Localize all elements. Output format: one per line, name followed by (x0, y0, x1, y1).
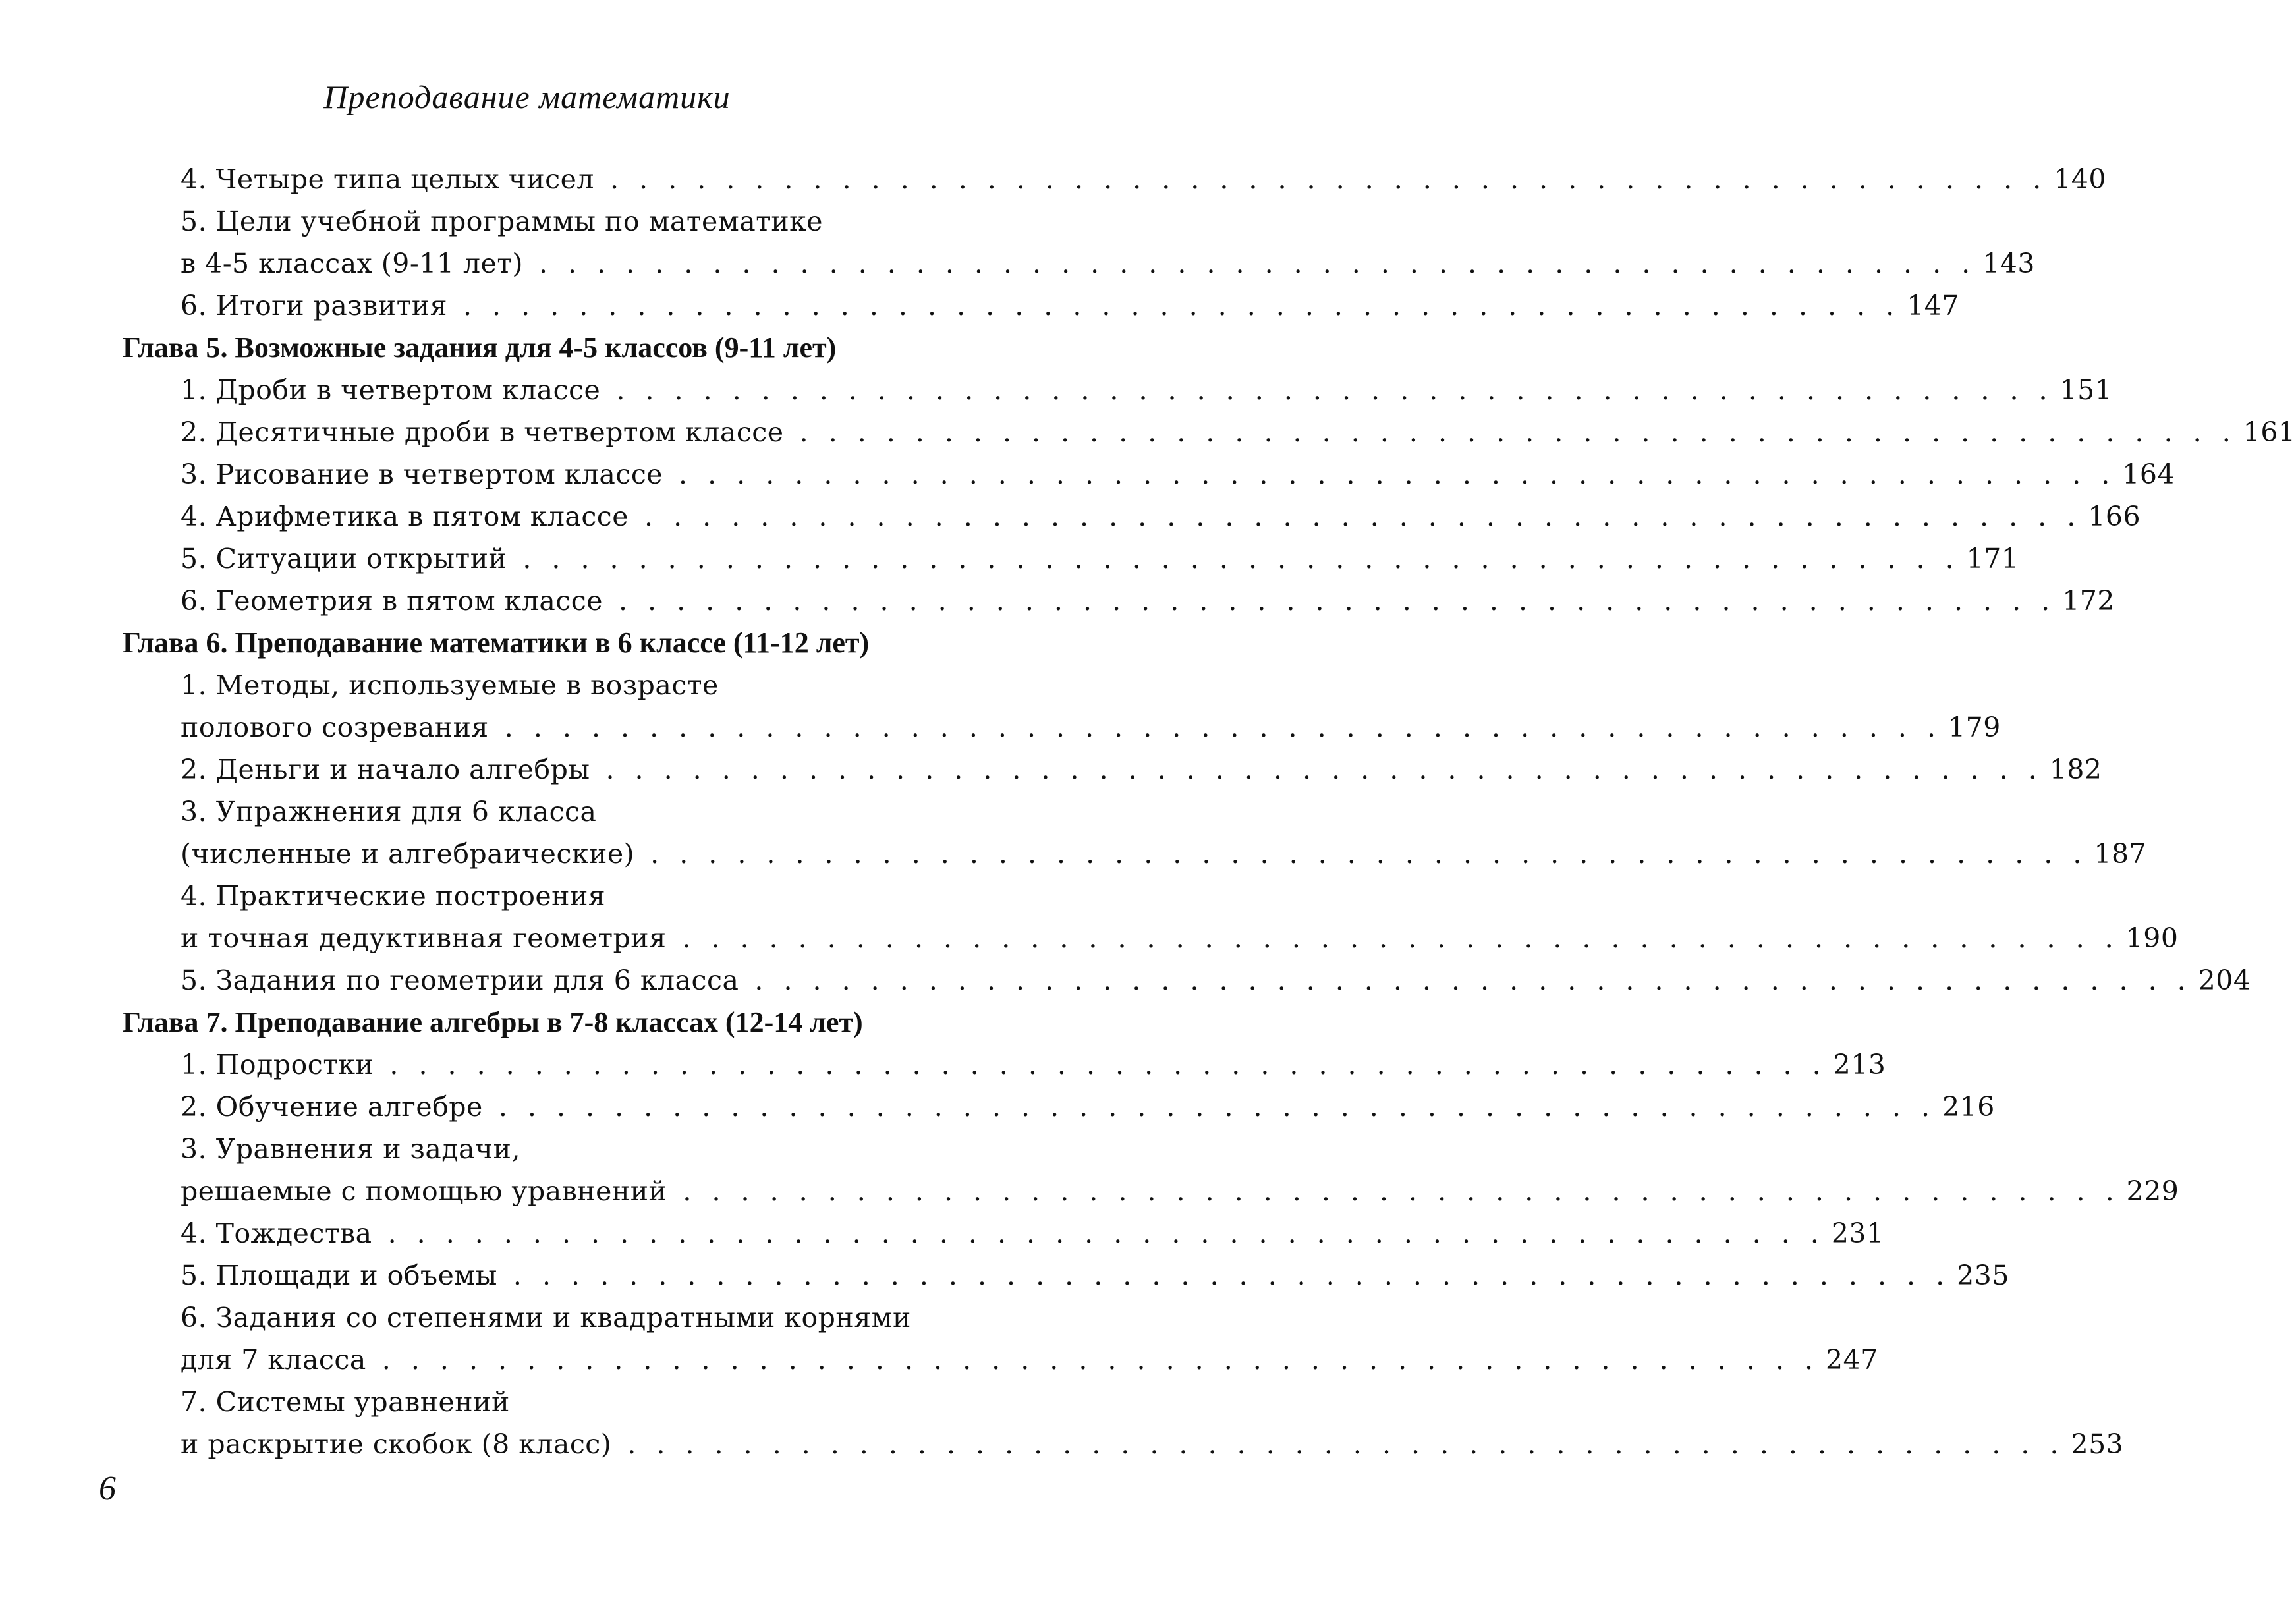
toc-page-number: 213 (1833, 1049, 1886, 1080)
toc-entry-title: 7. Системы уравнений (181, 1386, 510, 1418)
toc-entry (123, 580, 2115, 622)
toc-entry (123, 242, 2035, 285)
toc-entry (123, 1339, 1878, 1381)
toc-entry (123, 495, 2141, 538)
toc-entry-title: Глава 5. Возможные задания для 4-5 классов (9-11 лет) (123, 331, 837, 364)
toc-entry-title: 6. Геометрия в пятом классе (181, 585, 603, 617)
toc-page-number: 229 (2126, 1175, 2179, 1207)
toc-page-number: 187 (2094, 838, 2147, 870)
toc-page-number: 204 (2198, 965, 2251, 996)
toc-page-number: 151 (2059, 374, 2113, 406)
dot-leader: . . . . . . . . . . . . . . . . . . . . . . . . . . . . . . . . . . . . . . . . . . . . . . . . . . (627, 1428, 2065, 1460)
toc-entry-title: 4. Четыре типа целых чисел (181, 163, 594, 195)
dot-leader: . . . . . . . . . . . . . . . . . . . . . . . . . . . . . . . . . . . . . . . . . . . . . . . . . . (522, 543, 1960, 574)
toc-entry (123, 538, 2019, 580)
toc-page-number: 235 (1957, 1260, 2009, 1291)
dot-leader: . . . . . . . . . . . . . . . . . . . . . . . . . . . . . . . . . . . . . . . . . . . . . . . . . . (799, 416, 2237, 448)
toc-entry-title: 3. Упражнения для 6 класса (181, 796, 597, 827)
toc-page-number: 247 (1826, 1344, 1878, 1376)
toc-page-number: 216 (1942, 1091, 1995, 1123)
dot-leader: . . . . . . . . . . . . . . . . . . . . . . . . . . . . . . . . . . . . . . . . . . . . . . . . . . (504, 712, 1942, 743)
toc-entry-title: 4. Арифметика в пятом классе (181, 501, 629, 532)
toc-entry (123, 748, 2102, 791)
dot-leader: . . . . . . . . . . . . . . . . . . . . . . . . . . . . . . . . . . . . . . . . . . . . . . . . . . (683, 1175, 2120, 1207)
toc-page-number: 179 (1948, 712, 2001, 743)
dot-leader: . . . . . . . . . . . . . . . . . . . . . . . . . . . . . . . . . . . . . . . . . . . . . . . . . . (605, 754, 2043, 785)
toc-chapter-heading (123, 622, 926, 664)
toc-entry (123, 1212, 1884, 1254)
toc-entry (123, 1044, 1886, 1086)
toc-entry-title: 1. Методы, используемые в возрасте (181, 669, 719, 701)
toc-page-number: 161 (2243, 416, 2296, 448)
toc-entry-title: Глава 6. Преподавание математики в 6 классе (11-12 лет) (123, 627, 870, 659)
toc-entry-title: 1. Подростки (181, 1049, 374, 1080)
dot-leader: . . . . . . . . . . . . . . . . . . . . . . . . . . . . . . . . . . . . . . . . . . . . . . . . . . (644, 501, 2082, 532)
toc-page-number: 172 (2062, 585, 2115, 617)
toc-page-number: 166 (2088, 501, 2141, 532)
dot-leader: . . . . . . . . . . . . . . . . . . . . . . . . . . . . . . . . . . . . . . . . . . . . . . . . . . (498, 1091, 1936, 1123)
dot-leader: . . . . . . . . . . . . . . . . . . . . . . . . . . . . . . . . . . . . . . . . . . . . . . . . . . (754, 965, 2192, 996)
toc-page-number: 190 (2125, 922, 2179, 954)
toc-entry (123, 453, 2175, 495)
toc-entry-title: и точная дедуктивная геометрия (181, 922, 667, 954)
dot-leader: . . . . . . . . . . . . . . . . . . . . . . . . . . . . . . . . . . . . . . . . . . . . . . . . . . (618, 585, 2056, 617)
toc-entry (123, 959, 2251, 1001)
dot-leader: . . . . . . . . . . . . . . . . . . . . . . . . . . . . . . . . . . . . . . . . . . . . . . . . . . (381, 1344, 1820, 1376)
dot-leader: . . . . . . . . . . . . . . . . . . . . . . . . . . . . . . . . . . . . . . . . . . . . . . . . . . (538, 248, 1976, 279)
toc-entry (123, 1254, 2009, 1297)
toc-entry (123, 1128, 926, 1170)
dot-leader: . . . . . . . . . . . . . . . . . . . . . . . . . . . . . . . . . . . . . . . . . . . . . . . . . . (609, 163, 2048, 195)
toc-page-number: 231 (1831, 1217, 1884, 1249)
toc-page-number: 182 (2049, 754, 2102, 785)
toc-entry-title: 2. Деньги и начало алгебры (181, 754, 590, 785)
toc-entry (123, 706, 2001, 748)
running-head: Преподавание математики (323, 78, 731, 115)
toc-entry (123, 411, 2296, 453)
toc-entry-title: (численные и алгебраические) (181, 838, 635, 870)
toc-entry (123, 875, 926, 917)
toc-page-number: 164 (2122, 459, 2175, 490)
toc-entry-title: полового созревания (181, 712, 489, 743)
toc-entry-title: 3. Рисование в четвертом классе (181, 459, 663, 490)
toc-entry-title: 5. Площади и объемы (181, 1260, 497, 1291)
toc-entry-title: 2. Десятичные дроби в четвертом классе (181, 416, 784, 448)
dot-leader: . . . . . . . . . . . . . . . . . . . . . . . . . . . . . . . . . . . . . . . . . . . . . . . . . . (389, 1049, 1827, 1080)
table-of-contents (123, 158, 2296, 1465)
toc-entry-title: в 4-5 классах (9-11 лет) (181, 248, 523, 279)
toc-page-number: 140 (2054, 163, 2106, 195)
dot-leader: . . . . . . . . . . . . . . . . . . . . . . . . . . . . . . . . . . . . . . . . . . . . . . . . . . (462, 290, 1901, 322)
toc-entry (123, 1381, 926, 1423)
toc-entry (123, 917, 2179, 959)
toc-entry-title: для 7 класса (181, 1344, 366, 1376)
toc-entry (123, 285, 1959, 327)
toc-entry-title: 5. Задания по геометрии для 6 класса (181, 965, 739, 996)
toc-entry (123, 1086, 1995, 1128)
toc-page-number: 171 (1966, 543, 2019, 574)
toc-chapter-heading (123, 327, 926, 369)
toc-entry-title: 5. Цели учебной программы по математике (181, 206, 824, 237)
toc-entry-title: 6. Задания со степенями и квадратными корнями (181, 1302, 911, 1333)
dot-leader: . . . . . . . . . . . . . . . . . . . . . . . . . . . . . . . . . . . . . . . . . . . . . . . . . . (513, 1260, 1951, 1291)
toc-entry-title: 4. Тождества (181, 1217, 372, 1249)
toc-entry-title: 2. Обучение алгебре (181, 1091, 483, 1123)
toc-entry (123, 200, 926, 242)
toc-entry (123, 833, 2147, 875)
dot-leader: . . . . . . . . . . . . . . . . . . . . . . . . . . . . . . . . . . . . . . . . . . . . . . . . . . (387, 1217, 1825, 1249)
dot-leader: . . . . . . . . . . . . . . . . . . . . . . . . . . . . . . . . . . . . . . . . . . . . . . . . . . (679, 459, 2116, 490)
toc-entry-title: решаемые с помощью уравнений (181, 1175, 667, 1207)
dot-leader: . . . . . . . . . . . . . . . . . . . . . . . . . . . . . . . . . . . . . . . . . . . . . . . . . . (616, 374, 2054, 406)
toc-page-number: 143 (1982, 248, 2035, 279)
toc-entry-title: 4. Практические построения (181, 880, 606, 912)
toc-entry (123, 158, 2106, 200)
toc-entry-title: 5. Ситуации открытий (181, 543, 507, 574)
toc-entry-title: 3. Уравнения и задачи, (181, 1133, 521, 1165)
page-number: 6 (99, 1470, 116, 1507)
toc-page-number: 253 (2071, 1428, 2124, 1460)
toc-page-number: 147 (1907, 290, 1959, 322)
dot-leader: . . . . . . . . . . . . . . . . . . . . . . . . . . . . . . . . . . . . . . . . . . . . . . . . . . (650, 838, 2088, 870)
toc-entry (123, 369, 2113, 411)
toc-entry (123, 1297, 926, 1339)
toc-entry-title: 1. Дроби в четвертом классе (181, 374, 601, 406)
toc-entry-title: 6. Итоги развития (181, 290, 447, 322)
toc-entry-title: и раскрытие скобок (8 класс) (181, 1428, 612, 1460)
toc-entry (123, 1423, 2124, 1465)
dot-leader: . . . . . . . . . . . . . . . . . . . . . . . . . . . . . . . . . . . . . . . . . . . . . . . . . . (682, 922, 2119, 954)
toc-entry (123, 664, 926, 706)
toc-entry-title: Глава 7. Преподавание алгебры в 7-8 классах (12-14 лет) (123, 1006, 863, 1038)
toc-entry (123, 1170, 2179, 1212)
toc-chapter-heading (123, 1001, 926, 1044)
toc-entry (123, 791, 926, 833)
